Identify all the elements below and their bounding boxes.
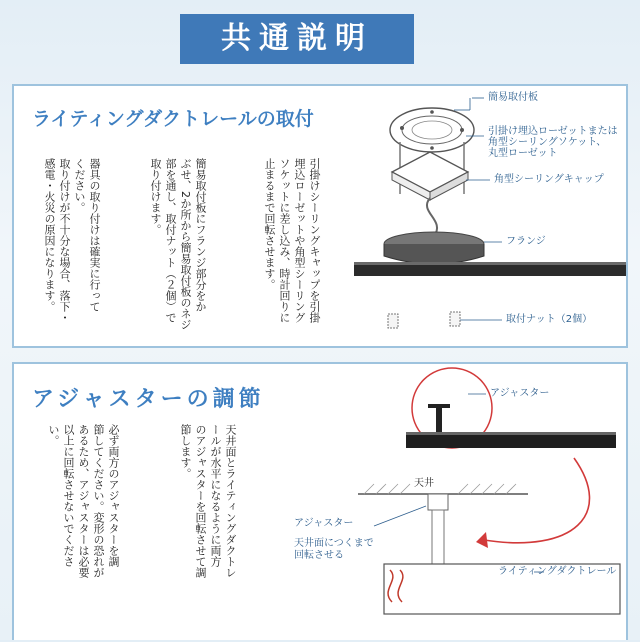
label-nut: 取付ナット（2個） <box>506 314 593 325</box>
label-rosette: 引掛け埋込ローゼットまたは 角型シーリングソケット、 丸型ローゼット <box>488 126 618 159</box>
header-banner: 共通説明 <box>180 14 414 64</box>
label-rotate-instruction: 天井面につくまで 回転させる <box>294 538 374 561</box>
label-duct-rail: ライティングダクトレール <box>498 566 617 577</box>
adjuster-step-text: 天井面とライティングダクトレ ールが水平になるように両方 のアジャスターを回転させて調 節します。 <box>179 424 237 578</box>
adjuster-diagram <box>14 364 630 642</box>
label-adjuster-top: アジャスター <box>490 388 550 399</box>
rail-installation-title: ライティングダクトレールの取付 <box>32 108 314 130</box>
adjuster-title: アジャスターの調節 <box>32 387 265 412</box>
install-step-1-text: 引掛けシーリングキャップを引掛 埋込ローゼットや角型シーリング ソケットに差し込み、時計回りに 止まるまで回転させます。 <box>263 158 321 323</box>
adjuster-warning-text: 必ず両方のアジャスターを調 節してください。変形の恐れが あるため、アジャスターは必要 以上に回転させないでくださ い。 <box>47 424 120 578</box>
label-flange: フランジ <box>506 236 546 247</box>
label-adjuster: アジャスター <box>294 518 354 529</box>
rail-installation-panel <box>12 84 628 348</box>
adjuster-panel <box>12 362 628 640</box>
install-step-2-text: 簡易取付板にフランジ部分をか ぶせ、2か所から簡易取付板のネジ 部を通し、取付ナット（２個）で 取り付けます。 <box>149 158 207 330</box>
install-warning-text: 器具の取り付けは確実に行って ください。 取り付けが不十分な場合、落下・ 感電・火災の原因になります。 <box>43 158 101 323</box>
label-ceiling: 天井 <box>414 478 434 489</box>
label-ceiling-cap: 角型シーリングキャップ <box>494 174 604 185</box>
label-mounting-plate: 簡易取付板 <box>488 92 538 103</box>
